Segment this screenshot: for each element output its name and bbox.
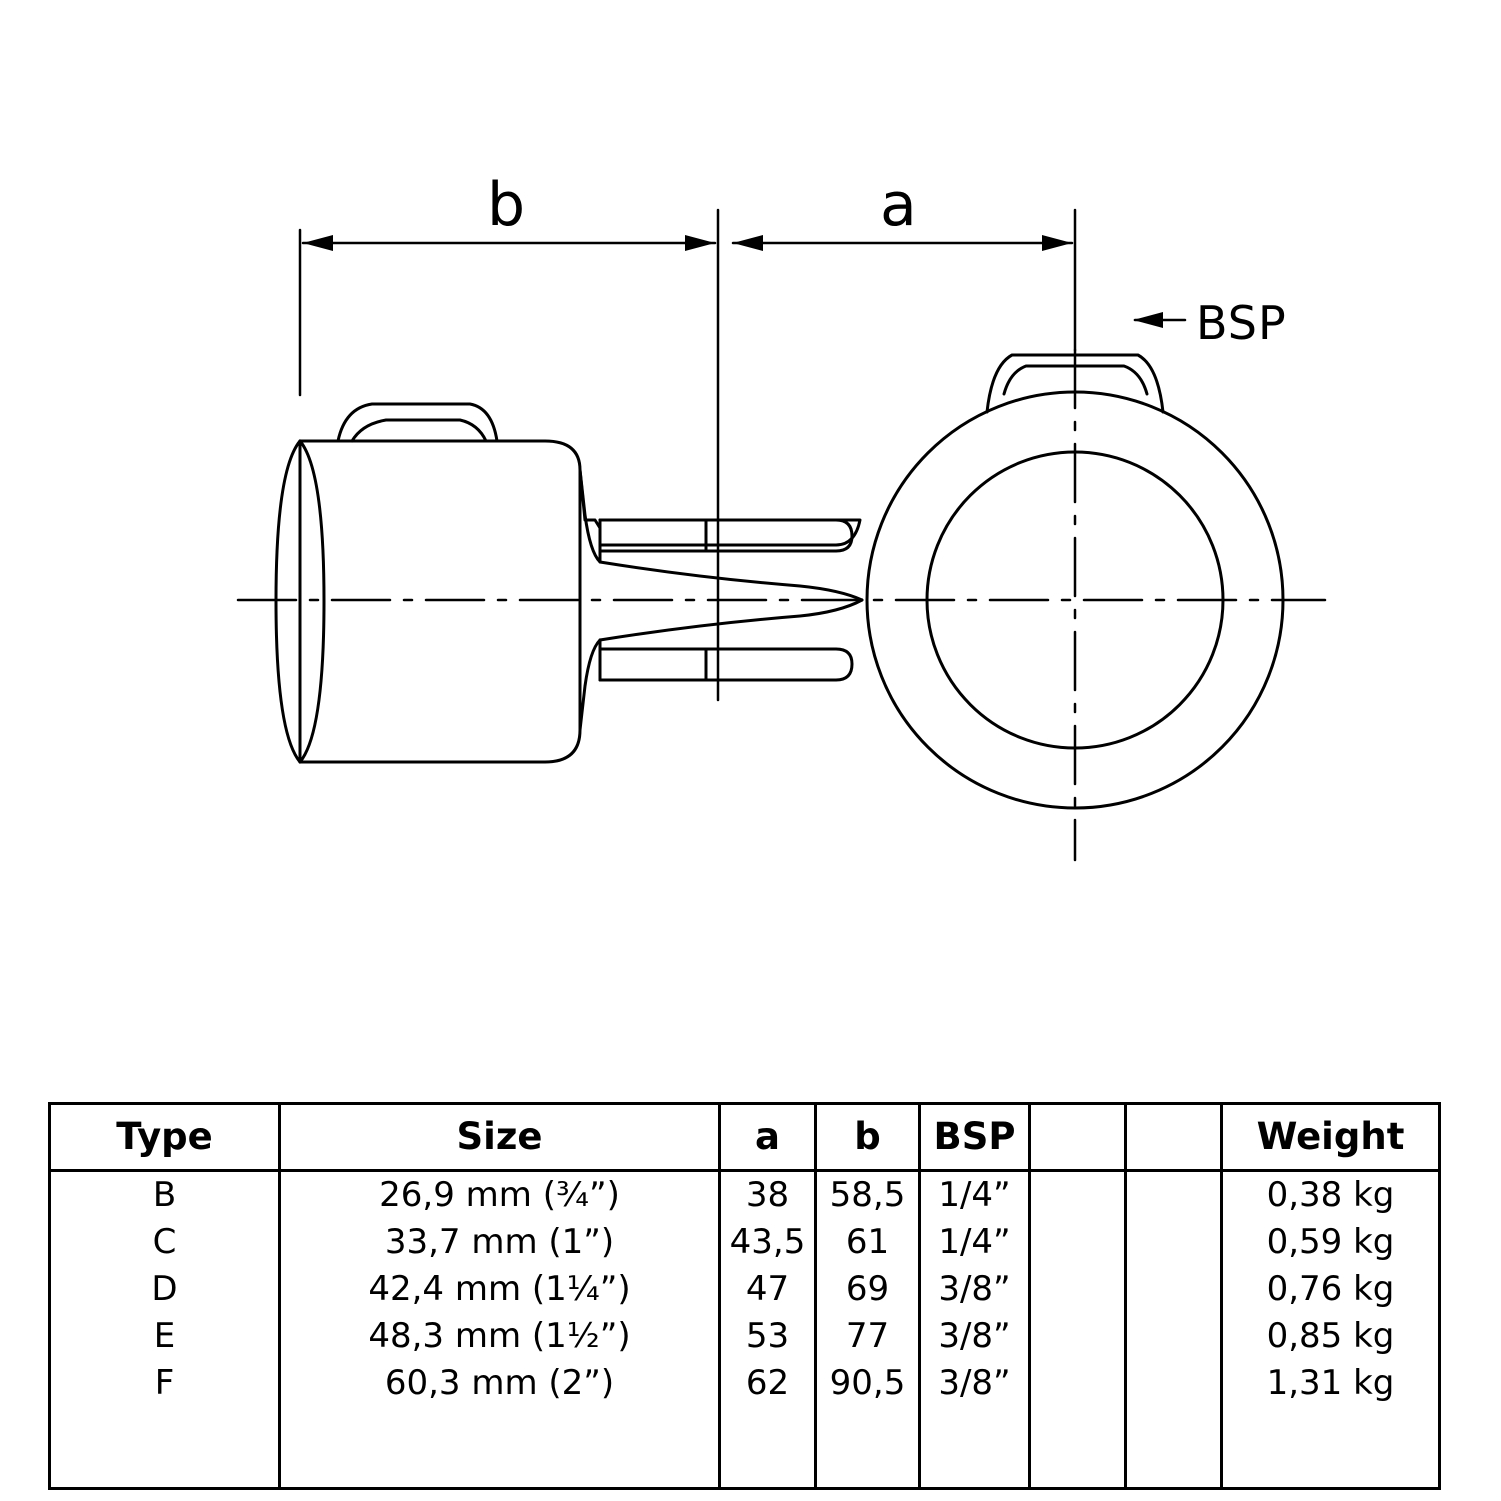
bsp-callout-label: BSP (1196, 296, 1287, 350)
cell-spacer-a (720, 1407, 816, 1489)
cell-bsp: 1/4” (920, 1219, 1030, 1266)
cell-a: 38 (720, 1171, 816, 1220)
cell-b: 58,5 (816, 1171, 920, 1220)
column-header-weight: Weight (1222, 1104, 1440, 1171)
cell-weight: 0,85 kg (1222, 1313, 1440, 1360)
table-row (50, 1360, 1440, 1407)
cell-blank-2 (1126, 1266, 1222, 1313)
cell-blank-1 (1030, 1313, 1126, 1360)
cell-b: 61 (816, 1219, 920, 1266)
table-header-row (50, 1104, 1440, 1171)
cell-blank-2 (1126, 1219, 1222, 1266)
cell-spacer-b (816, 1407, 920, 1489)
specification-table (48, 1102, 1441, 1490)
table-row (50, 1219, 1440, 1266)
cell-bsp: 3/8” (920, 1313, 1030, 1360)
cell-weight: 0,76 kg (1222, 1266, 1440, 1313)
table-row (50, 1171, 1440, 1220)
cell-a: 43,5 (720, 1219, 816, 1266)
column-header-size: Size (280, 1104, 720, 1171)
cell-type: B (50, 1171, 280, 1220)
cell-spacer-weight (1222, 1407, 1440, 1489)
column-header-a: a (720, 1104, 816, 1171)
cell-b: 69 (816, 1266, 920, 1313)
cell-size: 48,3 mm (1½”) (280, 1313, 720, 1360)
bsp-leader-arrow (1133, 312, 1185, 328)
cell-blank-2 (1126, 1171, 1222, 1220)
cell-spacer-blank-2 (1126, 1407, 1222, 1489)
cell-blank-2 (1126, 1313, 1222, 1360)
column-header-blank-1 (1030, 1104, 1126, 1171)
cell-blank-1 (1030, 1266, 1126, 1313)
cell-size: 60,3 mm (2”) (280, 1360, 720, 1407)
cell-type: C (50, 1219, 280, 1266)
cell-size: 26,9 mm (¾”) (280, 1171, 720, 1220)
table-row (50, 1266, 1440, 1313)
cell-size: 33,7 mm (1”) (280, 1219, 720, 1266)
left-socket-body (276, 404, 580, 762)
cell-blank-1 (1030, 1171, 1126, 1220)
table-body (50, 1171, 1440, 1489)
cell-spacer-bsp (920, 1407, 1030, 1489)
dimension-label-b: b (487, 170, 526, 240)
cell-weight: 1,31 kg (1222, 1360, 1440, 1407)
cell-bsp: 1/4” (920, 1171, 1030, 1220)
dimension-label-a: a (880, 170, 917, 240)
cell-spacer-blank-1 (1030, 1407, 1126, 1489)
cell-type: F (50, 1360, 280, 1407)
cell-type: E (50, 1313, 280, 1360)
table-row (50, 1313, 1440, 1360)
cell-bsp: 3/8” (920, 1360, 1030, 1407)
cell-type: D (50, 1266, 280, 1313)
cell-size: 42,4 mm (1¼”) (280, 1266, 720, 1313)
cell-a: 47 (720, 1266, 816, 1313)
cell-spacer-size (280, 1407, 720, 1489)
cell-blank-1 (1030, 1219, 1126, 1266)
specification-table-wrapper (48, 1102, 1438, 1490)
cell-weight: 0,38 kg (1222, 1171, 1440, 1220)
cell-bsp: 3/8” (920, 1266, 1030, 1313)
table-row-spacer (50, 1407, 1440, 1489)
cell-b: 77 (816, 1313, 920, 1360)
cell-a: 53 (720, 1313, 816, 1360)
column-header-type: Type (50, 1104, 280, 1171)
cell-a: 62 (720, 1360, 816, 1407)
cell-weight: 0,59 kg (1222, 1219, 1440, 1266)
cell-blank-2 (1126, 1360, 1222, 1407)
column-header-blank-2 (1126, 1104, 1222, 1171)
column-header-b: b (816, 1104, 920, 1171)
cell-spacer-type (50, 1407, 280, 1489)
column-header-bsp: BSP (920, 1104, 1030, 1171)
cell-b: 90,5 (816, 1360, 920, 1407)
cell-blank-1 (1030, 1360, 1126, 1407)
